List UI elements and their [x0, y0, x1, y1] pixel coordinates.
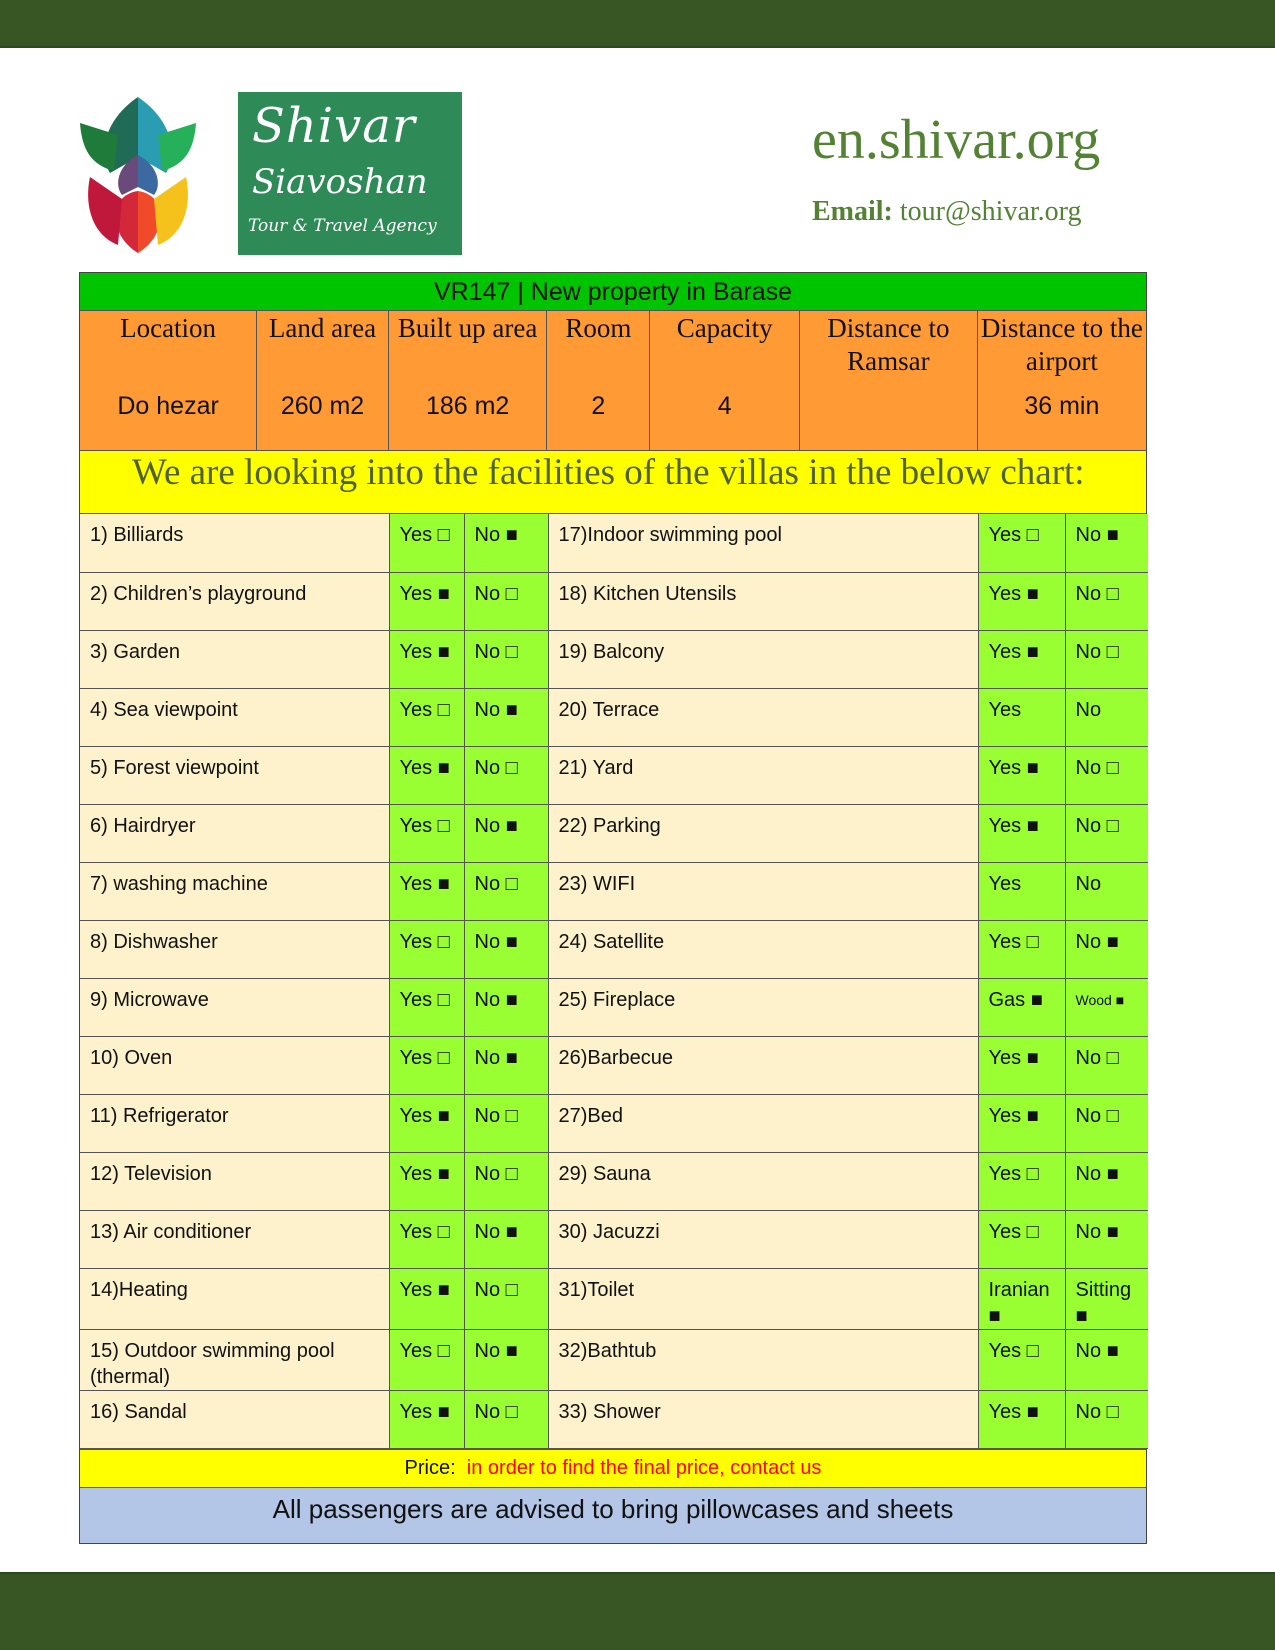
facility-label: 13) Air conditioner — [80, 1210, 389, 1268]
col-capacity: Capacity — [650, 311, 800, 386]
facility-yes-option: Yes ■ — [978, 1390, 1065, 1448]
facility-no-option: No □ — [464, 746, 548, 804]
facility-yes-option: Yes □ — [389, 688, 464, 746]
facility-label: 23) WIFI — [548, 862, 978, 920]
val-room: 2 — [547, 386, 650, 450]
facility-no-option: Sitting ■ — [1065, 1268, 1148, 1329]
facility-label: 31)Toilet — [548, 1268, 978, 1329]
facility-label: 7) washing machine — [80, 862, 389, 920]
facility-row — [80, 978, 1148, 1036]
facility-no-option: No □ — [464, 630, 548, 688]
facility-yes-option: Yes ■ — [389, 1268, 464, 1329]
facility-label: 18) Kitchen Utensils — [548, 572, 978, 630]
facility-yes-option: Gas ■ — [978, 978, 1065, 1036]
property-title: VR147 | New property in Barase — [80, 273, 1146, 311]
facility-no-option: No □ — [1065, 746, 1148, 804]
agency-logo — [238, 92, 462, 255]
facility-no-option: No ■ — [1065, 1152, 1148, 1210]
facility-no-option: No □ — [464, 1152, 548, 1210]
facility-label: 9) Microwave — [80, 978, 389, 1036]
facility-row — [80, 746, 1148, 804]
facility-no-option: No □ — [1065, 1036, 1148, 1094]
facility-no-option: No ■ — [464, 1210, 548, 1268]
facility-yes-option: Yes ■ — [978, 1036, 1065, 1094]
facility-label: 29) Sauna — [548, 1152, 978, 1210]
facility-no-option: No ■ — [464, 514, 548, 572]
facility-no-option: No ■ — [1065, 1329, 1148, 1390]
facility-yes-option: Yes ■ — [978, 572, 1065, 630]
facility-no-option: No □ — [1065, 572, 1148, 630]
facility-label: 14)Heating — [80, 1268, 389, 1329]
facility-yes-option: Yes ■ — [978, 630, 1065, 688]
facility-no-option: No — [1065, 688, 1148, 746]
facility-yes-option: Yes ■ — [389, 1094, 464, 1152]
facility-label: 33) Shower — [548, 1390, 978, 1448]
facility-label: 6) Hairdryer — [80, 804, 389, 862]
facility-label: 3) Garden — [80, 630, 389, 688]
facility-no-option: No ■ — [464, 1329, 548, 1390]
facility-yes-option: Yes ■ — [389, 862, 464, 920]
facility-row — [80, 630, 1148, 688]
facility-label: 10) Oven — [80, 1036, 389, 1094]
price-label: Price: — [404, 1456, 456, 1479]
facility-row — [80, 862, 1148, 920]
facility-no-option: No ■ — [464, 920, 548, 978]
facility-yes-option: Yes □ — [389, 514, 464, 572]
facility-no-option: No □ — [464, 862, 548, 920]
lotus-logo-icon — [78, 95, 198, 255]
facility-no-option: No ■ — [464, 978, 548, 1036]
facility-row — [80, 572, 1148, 630]
val-distance-ramsar — [800, 386, 978, 450]
facility-no-option: No □ — [464, 1268, 548, 1329]
facility-yes-option: Yes □ — [389, 978, 464, 1036]
col-distance-ramsar: Distance to Ramsar — [800, 311, 978, 386]
logo-title: Shivar — [252, 98, 416, 154]
col-distance-airport: Distance to the airport — [980, 313, 1143, 376]
facility-label: 8) Dishwasher — [80, 920, 389, 978]
facility-yes-option: Yes ■ — [389, 630, 464, 688]
facility-no-option: No ■ — [464, 804, 548, 862]
facility-no-option: No ■ — [464, 1036, 548, 1094]
facility-yes-option: Yes ■ — [389, 1390, 464, 1448]
facility-label: 11) Refrigerator — [80, 1094, 389, 1152]
facility-row — [80, 1094, 1148, 1152]
facility-yes-option: Yes — [978, 862, 1065, 920]
facility-label: 27)Bed — [548, 1094, 978, 1152]
facility-no-option: No □ — [1065, 630, 1148, 688]
facility-row — [80, 514, 1148, 572]
facility-label: 26)Barbecue — [548, 1036, 978, 1094]
facility-yes-option: Yes — [978, 688, 1065, 746]
facility-row — [80, 1036, 1148, 1094]
facility-yes-option: Yes ■ — [978, 746, 1065, 804]
facility-label: 2) Children’s playground — [80, 572, 389, 630]
facility-label: 12) Television — [80, 1152, 389, 1210]
info-value-row — [80, 386, 1146, 450]
price-text: in order to find the final price, contact us — [466, 1456, 822, 1479]
facility-label: 4) Sea viewpoint — [80, 688, 389, 746]
facility-yes-option: Yes □ — [978, 1329, 1065, 1390]
facility-no-option: No ■ — [1065, 1210, 1148, 1268]
facility-row — [80, 1268, 1148, 1329]
facility-row — [80, 1329, 1148, 1390]
facility-no-option: No ■ — [1065, 514, 1148, 572]
col-built-up-area: Built up area — [388, 311, 547, 386]
col-room: Room — [547, 311, 650, 386]
val-land-area: 260 m2 — [257, 386, 389, 450]
email-label: Email: — [812, 196, 893, 227]
website-url[interactable]: en.shivar.org — [812, 109, 1101, 171]
val-distance-airport: 36 min — [1024, 392, 1100, 420]
facility-label: 22) Parking — [548, 804, 978, 862]
facility-label: 30) Jacuzzi — [548, 1210, 978, 1268]
val-built-up-area: 186 m2 — [388, 386, 547, 450]
email-line — [812, 196, 1081, 228]
facility-label: 21) Yard — [548, 746, 978, 804]
facility-label: 32)Bathtub — [548, 1329, 978, 1390]
facility-yes-option: Iranian ■ — [978, 1268, 1065, 1329]
facility-no-option: No □ — [464, 1390, 548, 1448]
logo-tagline: Tour & Travel Agency — [248, 216, 437, 236]
facility-row — [80, 804, 1148, 862]
col-location: Location — [80, 311, 257, 386]
facility-label: 25) Fireplace — [548, 978, 978, 1036]
facility-yes-option: Yes ■ — [389, 1152, 464, 1210]
facility-no-option: No ■ — [464, 688, 548, 746]
facility-yes-option: Yes □ — [389, 1210, 464, 1268]
facility-row — [80, 688, 1148, 746]
facility-yes-option: Yes □ — [389, 1036, 464, 1094]
facility-yes-option: Yes □ — [978, 1210, 1065, 1268]
facility-label: 16) Sandal — [80, 1390, 389, 1448]
facility-no-option: No □ — [1065, 1094, 1148, 1152]
facility-no-option: No □ — [1065, 804, 1148, 862]
facility-row — [80, 1152, 1148, 1210]
property-sheet — [79, 272, 1147, 1544]
info-header-row — [80, 311, 1146, 386]
facilities-banner: We are looking into the facilities of the villas in the below chart: — [80, 450, 1146, 514]
property-info-table — [80, 311, 1146, 450]
price-row — [80, 1449, 1146, 1487]
facility-label: 5) Forest viewpoint — [80, 746, 389, 804]
facility-no-option: No □ — [1065, 1390, 1148, 1448]
facility-label: 1) Billiards — [80, 514, 389, 572]
val-location: Do hezar — [80, 386, 257, 450]
facility-no-option: No — [1065, 862, 1148, 920]
facility-yes-option: Yes □ — [978, 1152, 1065, 1210]
facility-row — [80, 1390, 1148, 1448]
facility-row — [80, 920, 1148, 978]
facility-label: 17)Indoor swimming pool — [548, 514, 978, 572]
facility-label: 15) Outdoor swimming pool (thermal) — [80, 1329, 389, 1390]
facility-yes-option: Yes □ — [978, 514, 1065, 572]
facility-no-option: No □ — [464, 572, 548, 630]
facility-label: 20) Terrace — [548, 688, 978, 746]
facility-yes-option: Yes □ — [978, 920, 1065, 978]
facility-no-option: No □ — [464, 1094, 548, 1152]
facility-row — [80, 1210, 1148, 1268]
facility-label: 19) Balcony — [548, 630, 978, 688]
facility-no-option: No ■ — [1065, 920, 1148, 978]
facilities-table — [80, 514, 1148, 1449]
val-capacity: 4 — [650, 386, 800, 450]
facility-yes-option: Yes ■ — [978, 804, 1065, 862]
facility-yes-option: Yes □ — [389, 1329, 464, 1390]
facility-no-option: Wood ■ — [1065, 978, 1148, 1036]
email-address[interactable]: tour@shivar.org — [899, 196, 1082, 227]
facility-label: 24) Satellite — [548, 920, 978, 978]
facility-yes-option: Yes □ — [389, 920, 464, 978]
facility-yes-option: Yes ■ — [389, 572, 464, 630]
top-band — [0, 0, 1275, 48]
facility-yes-option: Yes □ — [389, 804, 464, 862]
bottom-band — [0, 1572, 1275, 1650]
facility-yes-option: Yes ■ — [389, 746, 464, 804]
facility-yes-option: Yes ■ — [978, 1094, 1065, 1152]
col-land-area: Land area — [257, 311, 389, 386]
logo-subtitle: Siavoshan — [252, 162, 428, 202]
advisory-note: All passengers are advised to bring pillowcases and sheets — [80, 1487, 1146, 1543]
